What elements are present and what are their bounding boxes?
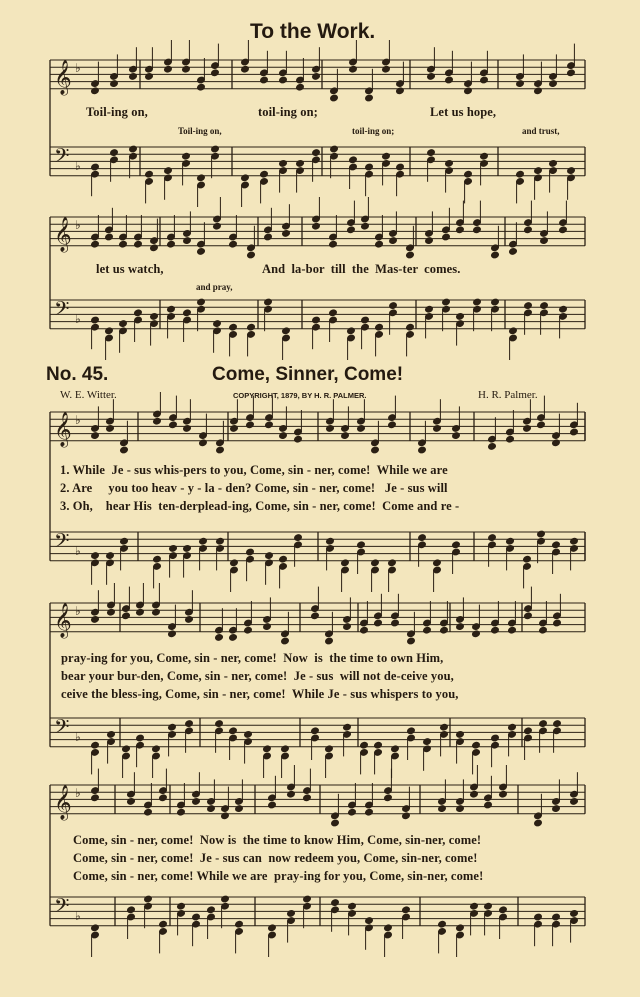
svg-text:𝄢: 𝄢 [54,894,70,922]
hymn1-title: To the Work. [250,20,376,43]
svg-text:♭: ♭ [75,544,81,558]
svg-text:𝄞: 𝄞 [54,60,72,95]
svg-text:𝄞: 𝄞 [54,785,72,820]
svg-text:♭: ♭ [75,312,81,326]
svg-text:𝄢: 𝄢 [54,297,70,325]
svg-text:♭: ♭ [75,730,81,744]
hymn2-composer: H. R. Palmer. [478,389,538,401]
hymn1-sys1-echo-1: Toil-ing on, [178,126,222,136]
svg-text:♭: ♭ [75,413,81,427]
hymn2-sys2-verse1: pray-ing for you, Come, sin - ner, come! Now is the time to own Him, [61,651,444,665]
svg-text:𝄢: 𝄢 [54,144,70,172]
hymn2-sys1-verse2: 2. Are you too heav - y - la - den? Come, sin - ner, come! Je - sus will [60,481,448,495]
svg-text:𝄢: 𝄢 [54,715,70,743]
hymn1-sys1-echo-3: and trust, [522,126,560,136]
hymn2-sys3-verse2: Come, sin - ner, come! Je - sus can now redeem you, Come, sin-ner, come! [73,851,478,865]
hymn2-sys1-verse3: 3. Oh, hear His ten-derplead-ing, Come, sin - ner, come! Come and re - [60,499,460,513]
svg-text:♭: ♭ [75,159,81,173]
hymn1-sys2-lyric-1: let us watch, [96,262,164,276]
hymn1-sys1-lyric-2: toil-ing on; [258,105,318,119]
hymn1-sys1-echo-2: toil-ing on; [352,126,395,136]
svg-text:𝄞: 𝄞 [54,217,72,252]
hymn2-author: W. E. Witter. [60,389,117,401]
hymn1-sys2-lyric-2: And la-bor till the Mas-ter comes. [262,262,461,276]
svg-text:𝄞: 𝄞 [54,412,72,447]
hymn2-sys3-verse3: Come, sin - ner, come! While we are pray-ing for you, Come, sin-ner, come! [73,869,484,883]
hymn2-title: Come, Sinner, Come! [212,364,404,385]
svg-text:♭: ♭ [75,604,81,618]
hymn2-sys2-verse3: ceive the bless-ing, Come, sin - ner, come! While Je - sus whispers to you, [61,687,459,701]
svg-text:𝄢: 𝄢 [54,529,70,557]
hymn1-sys1-lyric-1: Toil-ing on, [86,105,148,119]
hymn2-number: No. 45. [46,364,109,385]
svg-text:𝄞: 𝄞 [54,603,72,638]
hymn2-copyright: COPYRIGHT, 1879, BY H. R. PALMER. [233,391,367,400]
svg-text:♭: ♭ [75,786,81,800]
svg-text:♭: ♭ [75,909,81,923]
hymn1-sys1-lyric-3: Let us hope, [430,105,497,119]
hymn1-sys2-echo-1: and pray, [196,282,233,292]
hymn2-sys2-verse2: bear your bur-den, Come, sin - ner, come! Je - sus will not de-ceive you, [61,669,454,683]
hymn2-sys1-verse1: 1. While Je - sus whis-pers to you, Come, sin - ner, come! While we are [60,463,448,477]
svg-text:♭: ♭ [75,61,81,75]
hymn2-sys3-verse1: Come, sin - ner, come! Now is the time to know Him, Come, sin-ner, come! [73,833,482,847]
svg-text:♭: ♭ [75,218,81,232]
